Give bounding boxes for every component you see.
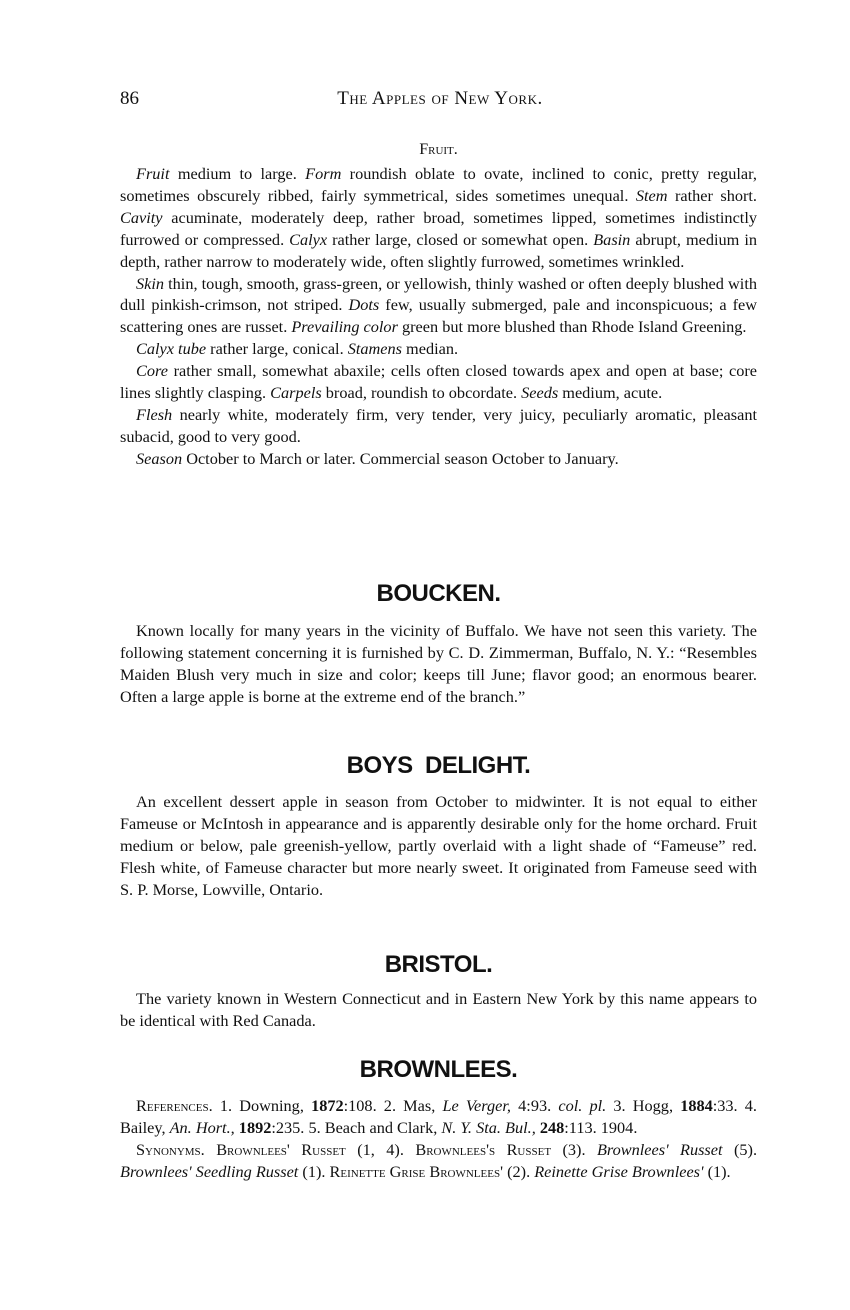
text-run: nearly white, moderately firm, very tender, very juicy, peculiarly aromatic, pleasant subacid, good to very good. — [120, 404, 757, 446]
text-run: thin, tough, smooth, grass-green, or yellowish, thinly washed or often deeply blushed with dull pinkish-crimson, not striped. — [120, 273, 757, 315]
italic-term: Dots — [348, 295, 380, 315]
italic-term: Stamens — [347, 339, 402, 359]
text-run: rather short. — [667, 185, 757, 205]
small-caps-text: Brownlees' Russet — [216, 1139, 346, 1159]
paragraph — [120, 620, 757, 708]
bold-number: 248 — [539, 1117, 565, 1137]
text-run: abrupt, medium in depth, rather narrow to moderately wide, often slightly furrowed, sometimes wrinkled. — [120, 229, 757, 271]
italic-term: Basin — [593, 229, 631, 249]
italic-term: Prevailing color — [291, 317, 398, 337]
text-run: acuminate, moderately deep, rather broad, sometimes lipped, sometimes indistinctly furrowed or compressed. — [120, 207, 757, 249]
text-run: green but more blushed than Rhode Island Greening. — [397, 317, 747, 337]
text-run: :108. 2. Mas, — [343, 1096, 443, 1115]
small-caps-text: Reinette Grise Brownlees' — [329, 1161, 504, 1181]
text-run: few, usually submerged, pale and inconspicuous; a few scattering ones are russet. — [120, 295, 757, 337]
text-run: rather small, somewhat abaxile; cells often closed towards apex and open at base; core lines slightly clasping. — [120, 361, 757, 403]
text-run: Known locally for many years in the vicinity of Buffalo. We have not seen this variety. The following statement concerning it is furnished by C. D. Zimmerman, Buffalo, N. Y.: “Resembles Maiden Blush very much in size and color; keeps till June; flavor good; an enormous bearer. Often a large apple is borne at the extreme end of the branch.” — [120, 621, 757, 706]
text-run: :235. 5. Beach and Clark, — [271, 1117, 442, 1137]
italic-term: N. Y. Sta. Bul., — [441, 1117, 536, 1137]
heading-brownlees: BROWNLEES. — [359, 1056, 518, 1083]
text-run: roundish oblate to ovate, inclined to conic, pretty regular, sometimes obscurely ribbed, fairly symmetrical, sides sometimes unequal. — [120, 164, 758, 205]
italic-term: Skin — [136, 273, 165, 293]
text-run: :33. 4. Bailey, — [120, 1096, 758, 1137]
text-run: rather large, closed or somewhat open. — [327, 229, 594, 249]
bold-number: 1872 — [311, 1096, 344, 1115]
text-run: (3). — [551, 1139, 597, 1159]
italic-term: Brownlees' Seedling Russet — [120, 1161, 299, 1181]
paragraph — [120, 163, 757, 273]
bristol-body — [120, 988, 757, 1032]
running-title: The Apples of New York. — [337, 88, 543, 109]
italic-term: Fruit — [136, 164, 170, 183]
text-run: An excellent dessert apple in season from October to midwinter. It is not equal to either Fameuse or McIntosh in appearance and is apparently desirable only for the home orchard. Fruit medium or below, pale greenish-yellow, partly overlaid with a light shade of “Fameuse” red. Flesh white, of Fameuse character but more nearly sweet. It originated from Fameuse seed with S. P. Morse, Lowville, Ontario. — [120, 792, 757, 899]
heading-boys-delight: BOYS DELIGHT. — [346, 752, 531, 779]
heading-bristol: BRISTOL. — [384, 951, 493, 978]
fruit-body — [120, 163, 757, 470]
italic-term: Season — [136, 448, 183, 468]
heading-boucken: BOUCKEN. — [376, 580, 501, 607]
paragraph — [120, 273, 757, 339]
text-run: median. — [401, 339, 459, 359]
paragraph — [120, 988, 757, 1032]
text-run — [205, 1140, 216, 1159]
text-run: (1). — [703, 1161, 731, 1181]
text-run: broad, roundish to obcordate. — [321, 383, 522, 403]
italic-term: Core — [136, 361, 168, 381]
bold-number: 1884 — [680, 1096, 713, 1115]
paragraph — [120, 360, 757, 404]
text-run: 3. Hogg, — [606, 1096, 681, 1115]
text-run: :113. 1904. — [564, 1117, 638, 1137]
paragraph — [120, 404, 757, 448]
italic-term: Seeds — [521, 383, 559, 403]
text-run: (2). — [503, 1161, 535, 1181]
paragraph — [120, 1095, 757, 1139]
small-caps-text: Synonyms. — [136, 1139, 205, 1159]
paragraph — [120, 791, 757, 901]
small-caps-text: References. — [136, 1096, 213, 1115]
italic-term: Form — [305, 164, 342, 183]
paragraph — [120, 448, 757, 470]
italic-term: Calyx — [289, 229, 328, 249]
italic-term: Brownlees' Russet — [596, 1139, 723, 1159]
text-run: (1, 4). — [345, 1139, 416, 1159]
fruit-label: Fruit. — [419, 141, 458, 158]
text-run: October to March or later. Commercial season October to January. — [182, 448, 619, 468]
italic-term: col. pl. — [558, 1096, 607, 1115]
boucken-body — [120, 620, 757, 708]
italic-term: Stem — [635, 185, 668, 205]
fruit-section — [120, 141, 757, 470]
paragraph — [120, 338, 757, 360]
text-run: rather large, conical. — [206, 339, 348, 359]
text-run: The variety known in Western Connecticut and in Eastern New York by this name appears to be identical with Red Canada. — [120, 989, 757, 1030]
bold-number: 1892 — [238, 1117, 272, 1137]
italic-term: An. Hort., — [169, 1117, 235, 1137]
text-run: (1). — [298, 1161, 330, 1181]
italic-term: Calyx tube — [136, 339, 207, 359]
italic-term: Reinette Grise Brownlees' — [534, 1161, 704, 1181]
page-header — [120, 88, 760, 114]
paragraph — [120, 1139, 757, 1183]
text-run: medium to large. — [169, 164, 306, 183]
page-number: 86 — [120, 88, 139, 109]
text-run: (5). — [722, 1139, 758, 1159]
italic-term: Flesh — [136, 404, 173, 424]
italic-term: Le Verger, — [442, 1096, 511, 1115]
italic-term: Cavity — [120, 207, 163, 227]
brownlees-body — [120, 1095, 757, 1183]
text-run: medium, acute. — [558, 383, 663, 403]
italic-term: Carpels — [270, 383, 322, 403]
small-caps-text: Brownlees's Russet — [415, 1139, 552, 1159]
text-run: 4:93. — [510, 1096, 559, 1115]
text-run: 1. Downing, — [212, 1096, 312, 1115]
boys-delight-body — [120, 791, 757, 901]
